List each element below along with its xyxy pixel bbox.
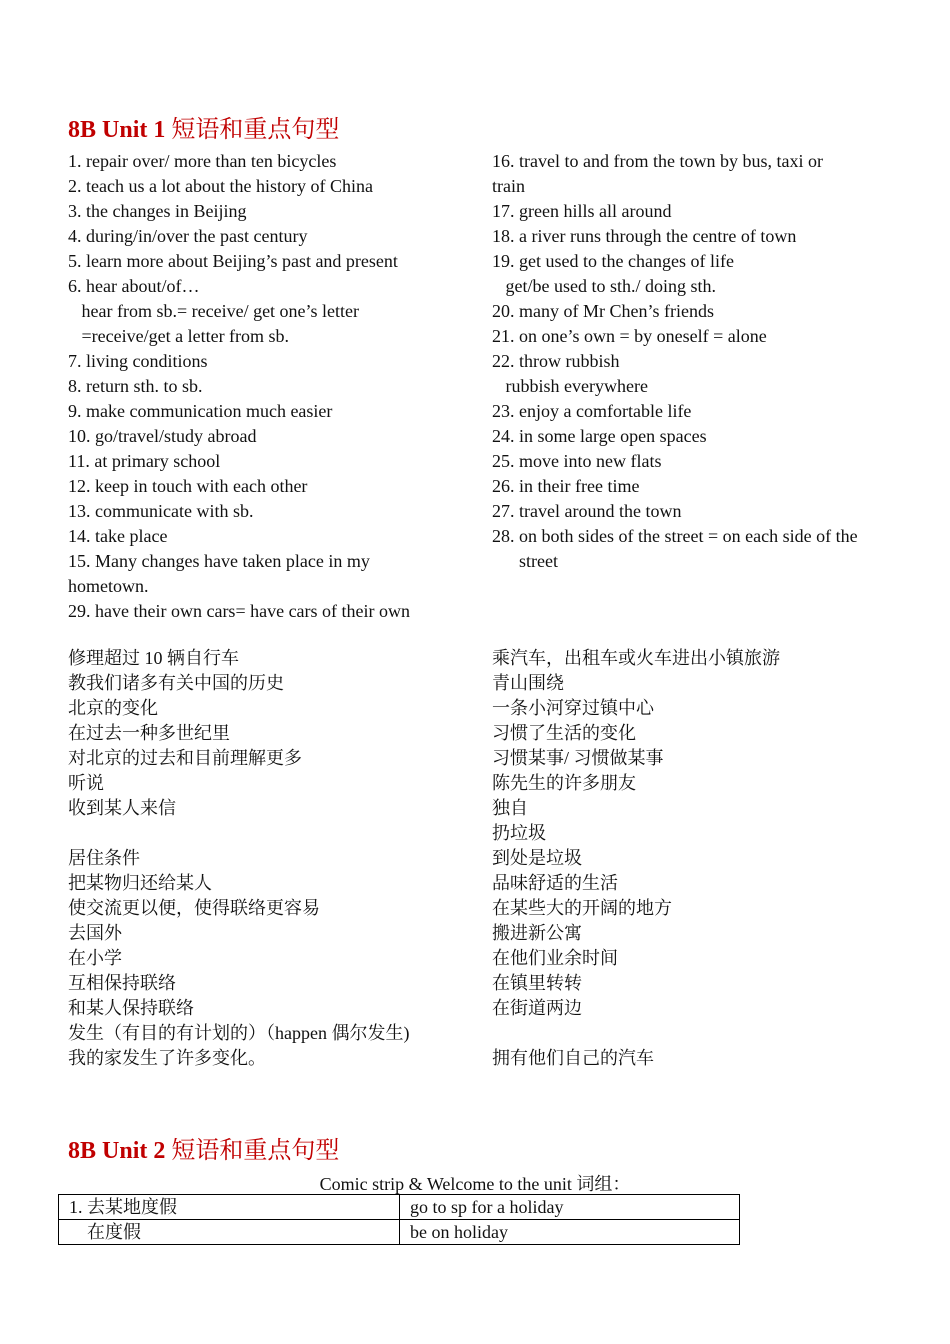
- translation-line: 一条小河穿过镇中心: [492, 698, 654, 718]
- phrase-line: 19. get used to the changes of life: [492, 251, 734, 271]
- unit2-title-bold: 8B Unit 2: [68, 1138, 166, 1164]
- translation-line: 在过去一种多世纪里: [68, 723, 230, 743]
- phrase-line: 9. make communication much easier: [68, 401, 333, 421]
- phrase-line: 28. on both sides of the street = on each side of the: [492, 526, 858, 546]
- translation-line: [492, 1021, 902, 1046]
- unit1-left-chinese: [68, 646, 478, 1071]
- phrase-line: 17. green hills all around: [492, 201, 672, 221]
- phrase-line: 23. enjoy a comfortable life: [492, 401, 692, 421]
- translation-line: 到处是垃圾: [492, 848, 582, 868]
- table-row: [59, 1220, 740, 1245]
- translation-line: 去国外: [68, 923, 122, 943]
- translation-line: 在某些大的开阔的地方: [492, 898, 672, 918]
- translation-line: 搬进新公寓: [492, 923, 582, 943]
- phrase-line: =receive/get a letter from sb.: [68, 326, 290, 346]
- phrase-line: 4. during/in/over the past century: [68, 226, 308, 246]
- translation-line: 居住条件: [68, 848, 140, 868]
- unit1-title-bold: 8B Unit 1: [68, 117, 166, 143]
- phrase-line: 10. go/travel/study abroad: [68, 426, 257, 446]
- translation-line: 在街道两边: [492, 998, 582, 1018]
- phrase-line: hometown.: [68, 576, 149, 596]
- translation-line: 把某物归还给某人: [68, 873, 212, 893]
- unit2-title: [68, 1130, 339, 1165]
- phrase-line: 25. move into new flats: [492, 451, 662, 471]
- translation-line: 陈先生的许多朋友: [492, 773, 636, 793]
- phrase-line: 21. on one’s own = by oneself = alone: [492, 326, 767, 346]
- phrase-line: 22. throw rubbish: [492, 351, 620, 371]
- phrase-line: 11. at primary school: [68, 451, 221, 471]
- table-row: [59, 1195, 740, 1220]
- unit2-vocab-table: [58, 1194, 740, 1245]
- phrase-line: 5. learn more about Beijing’s past and present: [68, 251, 398, 271]
- translation-line: 在小学: [68, 948, 122, 968]
- phrase-line: 14. take place: [68, 526, 168, 546]
- translation-line: 拥有他们自己的汽车: [492, 1048, 654, 1068]
- unit1-title: [68, 109, 339, 144]
- phrase-line: train: [492, 176, 525, 196]
- phrase-line: get/be used to sth./ doing sth.: [492, 276, 716, 296]
- translation-line: 青山围绕: [492, 673, 564, 693]
- unit2-subtitle: Comic strip & Welcome to the unit 词组：: [319, 1174, 631, 1194]
- translation-line: 发生（有目的有计划的）（happen 偶尔发生): [68, 1023, 410, 1043]
- translation-line: 习惯了生活的变化: [492, 723, 636, 743]
- translation-line: 独自: [492, 798, 528, 818]
- translation-line: 听说: [68, 773, 104, 793]
- unit1-right-phrases: [492, 149, 892, 574]
- translation-line: 在他们业余时间: [492, 948, 618, 968]
- phrase-line: hear from sb.= receive/ get one’s letter: [68, 301, 360, 321]
- chinese-cell: 在度假: [59, 1220, 400, 1245]
- phrase-line: 29. have their own cars= have cars of their own: [68, 601, 411, 621]
- translation-line: 修理超过 10 辆自行车: [68, 648, 239, 668]
- phrase-line: 7. living conditions: [68, 351, 208, 371]
- phrase-line: 26. in their free time: [492, 476, 640, 496]
- english-cell: be on holiday: [400, 1220, 740, 1245]
- phrase-line: 12. keep in touch with each other: [68, 476, 308, 496]
- translation-line: 扔垃圾: [492, 823, 546, 843]
- phrase-line: 8. return sth. to sb.: [68, 376, 203, 396]
- phrase-line: 3. the changes in Beijing: [68, 201, 247, 221]
- phrase-line: street: [492, 551, 558, 571]
- translation-line: 在镇里转转: [492, 973, 582, 993]
- phrase-line: 6. hear about/of…: [68, 276, 200, 296]
- phrase-line: 1. repair over/ more than ten bicycles: [68, 151, 337, 171]
- translation-line: 对北京的过去和目前理解更多: [68, 748, 302, 768]
- unit1-left-phrases: [68, 149, 478, 624]
- translation-line: 北京的变化: [68, 698, 158, 718]
- translation-line: 教我们诸多有关中国的历史: [68, 673, 284, 693]
- phrase-line: 18. a river runs through the centre of town: [492, 226, 797, 246]
- phrase-line: 20. many of Mr Chen’s friends: [492, 301, 714, 321]
- phrase-line: 27. travel around the town: [492, 501, 682, 521]
- unit1-right-chinese: [492, 646, 902, 1071]
- translation-line: 使交流更以便，使得联络更容易: [68, 898, 320, 918]
- phrase-line: 2. teach us a lot about the history of China: [68, 176, 373, 196]
- chinese-cell: 1. 去某地度假: [59, 1195, 400, 1220]
- english-cell: go to sp for a holiday: [400, 1195, 740, 1220]
- translation-line: 我的家发生了许多变化。: [68, 1048, 266, 1068]
- phrase-line: rubbish everywhere: [492, 376, 648, 396]
- phrase-line: 24. in some large open spaces: [492, 426, 707, 446]
- translation-line: 收到某人来信: [68, 798, 176, 818]
- phrase-line: 15. Many changes have taken place in my: [68, 551, 370, 571]
- translation-line: 品味舒适的生活: [492, 873, 618, 893]
- translation-line: [68, 821, 478, 846]
- translation-line: 习惯某事/ 习惯做某事: [492, 748, 664, 768]
- unit2-title-rest: 短语和重点句型: [165, 1138, 340, 1164]
- translation-line: 和某人保持联络: [68, 998, 194, 1018]
- translation-line: 乘汽车，出租车或火车进出小镇旅游: [492, 648, 780, 668]
- phrase-line: 16. travel to and from the town by bus, taxi or: [492, 151, 823, 171]
- translation-line: 互相保持联络: [68, 973, 176, 993]
- phrase-line: 13. communicate with sb.: [68, 501, 254, 521]
- unit1-title-rest: 短语和重点句型: [165, 117, 340, 143]
